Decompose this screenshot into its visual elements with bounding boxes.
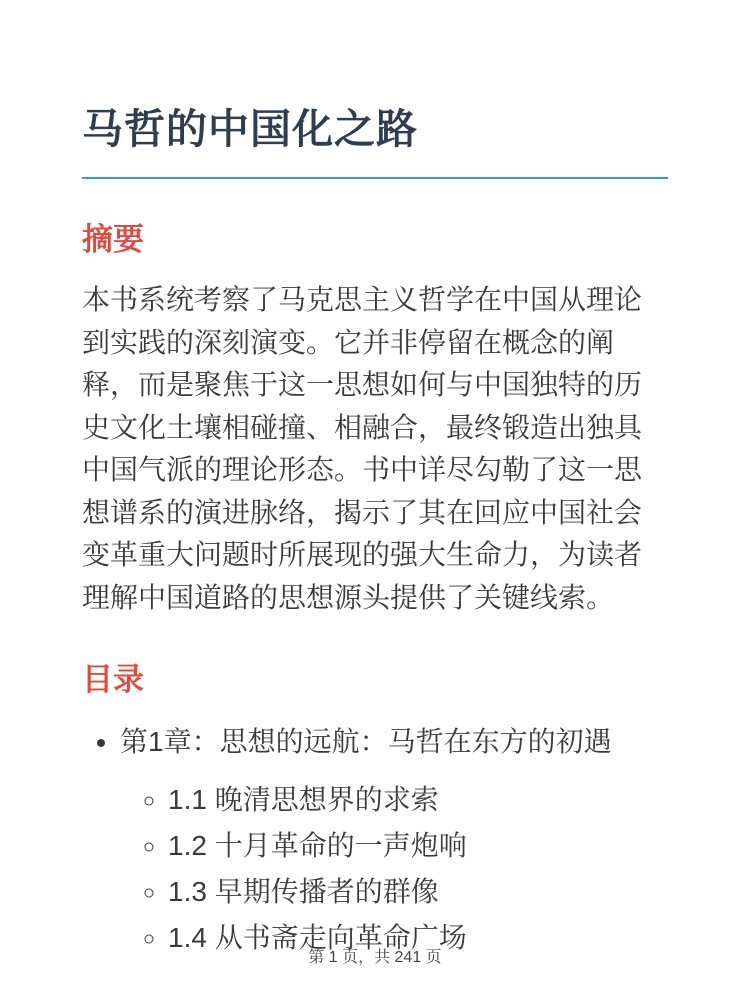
toc-list [82, 721, 668, 959]
title-divider [82, 177, 668, 179]
toc-section-item: ◦ 1.2 十月革命的一声炮响 [168, 825, 668, 867]
page-number-footer: 第 1 页，共 241 页 [308, 949, 442, 966]
toc-heading: 目录 [82, 662, 144, 697]
toc-section-item: ◦ 1.3 早期传播者的群像 [168, 871, 668, 913]
abstract-heading: 摘要 [82, 222, 144, 258]
toc-chapter-label: 第1章：思想的远航：马哲在东方的初遇 [120, 725, 612, 757]
page-title: 马哲的中国化之路 [82, 106, 418, 152]
abstract-paragraph: 本书系统考察了马克思主义哲学在中国从理论到实践的深刻演变。它并非停留在概念的阐释，而是聚焦于这一思想如何与中国独特的历史文化土壤相碰撞、相融合，最终锻造出独具中国气派的理论形态。书中详尽勾勒了这一思想谱系的演进脉络，揭示了其在回应中国社会变革重大问题时所展现的强大生命力，为读者理解中国道路的思想源头提供了关键线索。 [82, 284, 643, 613]
toc-chapter-item [120, 721, 668, 959]
toc-section-item: ◦ 1.1 晚清思想界的求索 [168, 779, 668, 821]
toc-section-item: ◦ 1.4 从书斋走向革命广场 [168, 917, 668, 959]
toc-section-list [120, 779, 668, 959]
